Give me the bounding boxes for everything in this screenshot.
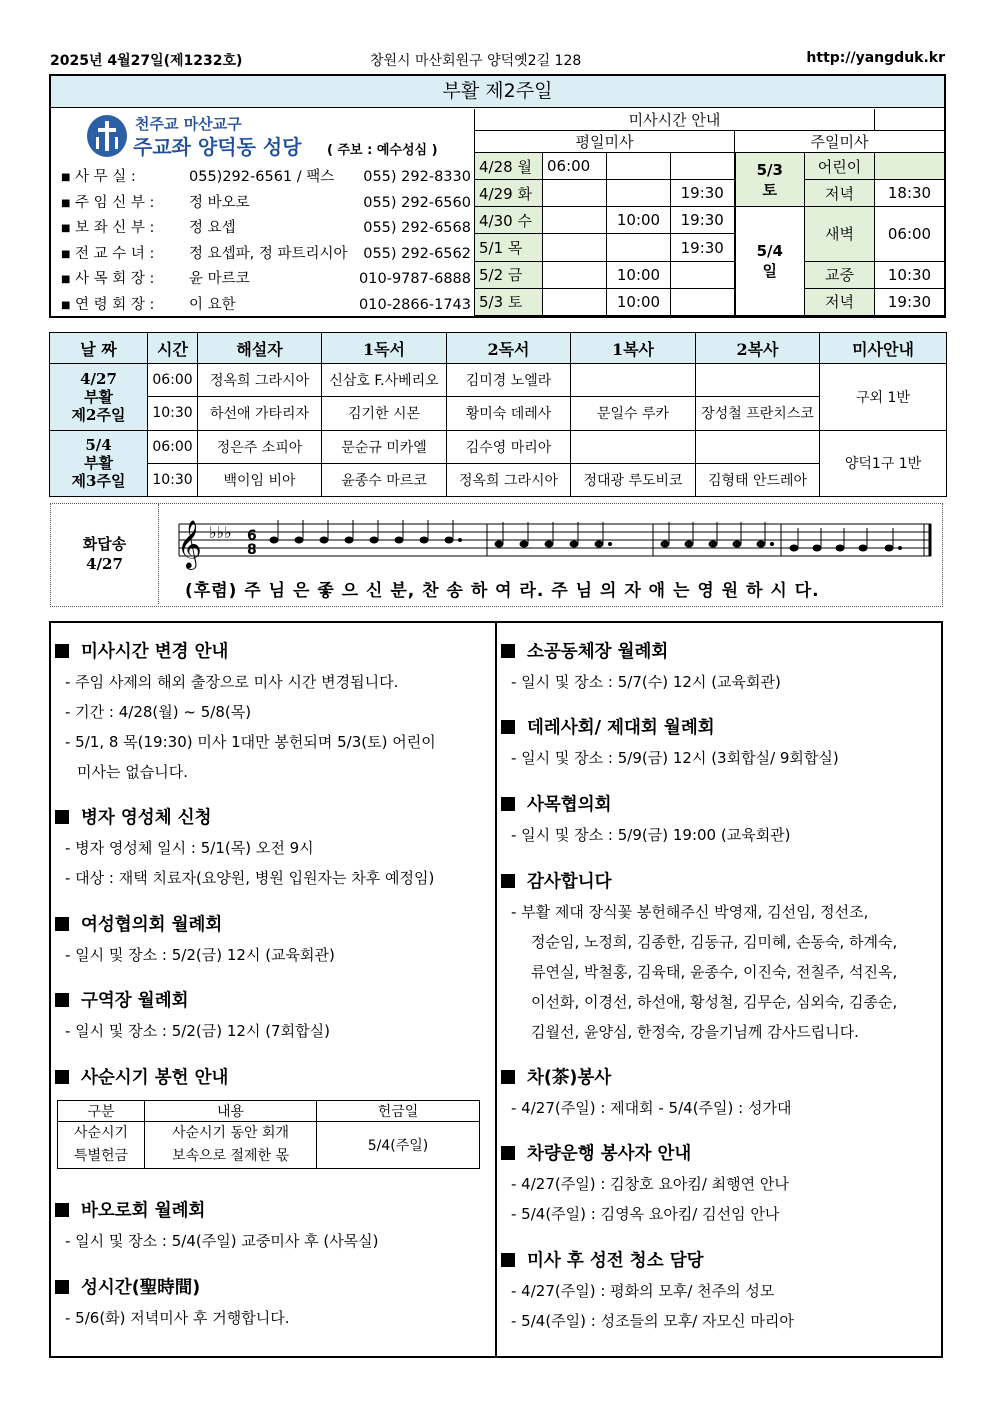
notice-section: 차(茶)봉사 - 4/27(주일) : 제대회 - 5/4(주일) : 성가대 [497, 1063, 943, 1123]
notice-section: 바오로회 월례회 - 일시 및 장소 : 5/4(주일) 교중미사 후 (사목실) [51, 1196, 495, 1256]
svg-text:♭♭♭: ♭♭♭ [209, 523, 232, 542]
notice-section: 병자 영성체 신청 - 병자 영성체 일시 : 5/1(목) 오전 9시 - 대상 : 재택 치료자(요양원, 병원 입원자는 차후 예정임) [51, 803, 495, 893]
notice-section: 구역장 월례회 - 일시 및 장소 : 5/2(금) 12시 (7회합실) [51, 986, 495, 1046]
header-box [49, 74, 946, 318]
table-row: 4/27 부활 제2주일 06:00 정옥희 그라시아 신삼호 F.사베리오 김미경 노엘라 구외 1반 [50, 364, 947, 397]
psalm-lyrics: (후렴) 주 님 은 좋 으 신 분, 찬 송 하 여 라. 주 님 의 자 애 는 영 원 하 시 다. [185, 581, 820, 601]
church-name: 주교좌 양덕동 성당 [133, 135, 302, 159]
church-address: 창원시 마산회원구 양덕옛2길 128 [370, 53, 582, 69]
weekday-date: 4/28 월 [475, 153, 543, 180]
notice-section: 미사 후 성전 청소 담당 - 4/27(주일) : 평화의 모후/ 천주의 성모 - 5/4(주일) : 성조들의 모후/ 자모신 마리아 [497, 1246, 943, 1336]
notice-board [49, 621, 943, 1358]
notice-section: 차량운행 봉사자 안내 - 4/27(주일) : 김창호 요아킴/ 최행연 안나 - 5/4(주일) : 김영옥 요아킴/ 김선임 안나 [497, 1139, 943, 1229]
staff-row: ■ 사 목 회 장 : 윤 마르코 010-9787-6888 [61, 271, 471, 287]
table-row: 10:30 하선애 가타리자 김기한 시몬 황미숙 데레사 문일수 루카 장성철 프란치스코 [50, 397, 947, 430]
responsorial-psalm [50, 503, 943, 607]
table-row: 10:30 백이임 비아 윤종수 마르코 정옥희 그라시아 정대광 루도비코 김형태 안드레아 [50, 463, 947, 496]
issue-date: 2025년 4월27일(제1232호) [50, 53, 243, 69]
notice-section: 데레사회/ 제대회 월례회 - 일시 및 장소 : 5/9(금) 12시 (3회합실/ 9회합실) [497, 713, 943, 773]
staff-row: ■ 사 무 실 : 055)292-6561 / 팩스 055) 292-8330 [61, 169, 471, 185]
mass-times-table: 미사시간 안내 평일미사 주일미사 4/28 월 06:00 5/3 토 어린이 4/29 화 19:30 저녁 18:30 4/30 수 10:00 19:30 5/4 일 새벽 06:00 5/1 목 19:30 5/2 금 10:00 교중 10:30 5/3 토 10:00 저녁 19:30 [474, 109, 945, 316]
svg-text:𝄞: 𝄞 [177, 519, 202, 568]
notice-section: 소공동체장 월례회 - 일시 및 장소 : 5/7(수) 12시 (교육회관) [497, 637, 943, 697]
church-logo-icon [87, 115, 127, 157]
notice-section: 사목협의회 - 일시 및 장소 : 5/9(금) 19:00 (교육회관) [497, 790, 943, 850]
notice-column-right [497, 623, 943, 1356]
notice-section: 여성협의회 월례회 - 일시 및 장소 : 5/2(금) 12시 (교육회관) [51, 910, 495, 970]
svg-text:8: 8 [247, 542, 257, 558]
staff-row: ■ 전 교 수 녀 : 정 요셉파, 정 파트리시아 055) 292-6562 [61, 245, 471, 262]
notice-section: 감사합니다 - 부활 제대 장식꽃 봉헌해주신 박영재, 김선임, 정선조, 정순임, 노정희, 김종한, 김동규, 김미혜, 손동숙, 하계숙, 류연실, 박철홍, 김육태, 윤종수, 이진숙, 전칠주, 석진옥, 이선화, 이경선, 하선애, 황성철, 김무순, 심외숙, 김종순, 김월선, 윤양심, 한정숙, 강을기님께 감사드립니다. [497, 867, 943, 1047]
staff-row: ■ 연 령 회 장 : 이 요한 010-2866-1743 [61, 296, 471, 313]
sunday-label: 5/4 일 [735, 207, 805, 316]
mass-times-title: 미사시간 안내 [475, 109, 875, 131]
saturday-label: 5/3 토 [735, 153, 805, 207]
weekday-mass-title: 평일미사 [475, 131, 735, 153]
notice-section: 미사시간 변경 안내 - 주임 사제의 해외 출장으로 미사 시간 변경됩니다. - 기간 : 4/28(월) ~ 5/8(목) - 5/1, 8 목(19:30) 미사 1대만 봉헌되며 5/3(토) 어린이 미사는 없습니다. [51, 637, 495, 787]
top-line [50, 50, 945, 72]
church-patron: ( 주보 : 예수성심 ) [327, 143, 438, 158]
liturgy-schedule-table: 날 짜 시간 해설자 1독서 2독서 1복사 2복사 미사안내 4/27 부활 제2주일 06:00 정옥희 그라시아 신삼호 F.사베리오 김미경 노엘라 구외 1반 10:30 하선애 가타리자 김기한 시몬 황미숙 데레사 문일수 루카 장성철 프란치스코 5/4 부활 제3주일 06:00 정은주 소피아 문순규 미카엘 김수영 마리아 양덕1구 1반 10:30 백이임 비아 윤종수 마르코 정옥희 그라시아 정대광 루도비코 김형태 안드레아 [49, 332, 946, 497]
staff-row: ■ 보 좌 신 부 : 정 요셉 055) 292-6568 [61, 220, 471, 236]
offering-table: 구분 내용 헌금일 사순시기 특별헌금 사순시기 동안 회개 보속으로 절제한 몫 5/4(주일) [57, 1100, 480, 1169]
svg-text:6: 6 [247, 528, 257, 544]
notice-section: 사순시기 봉헌 안내 [51, 1063, 495, 1093]
sunday-mass-title: 주일미사 [735, 131, 945, 153]
page-title: 부활 제2주일 [51, 76, 944, 108]
music-staff [169, 510, 934, 572]
diocese-name: 천주교 마산교구 [135, 115, 242, 133]
notice-section: 성시간(聖時間) - 5/6(화) 저녁미사 후 거행합니다. [51, 1273, 495, 1333]
notice-column-left [51, 623, 497, 1356]
staff-list [61, 165, 471, 318]
staff-row: ■ 주 임 신 부 : 정 바오로 055) 292-6560 [61, 194, 471, 211]
website-link[interactable]: http://yangduk.kr [806, 50, 945, 66]
church-info [51, 109, 474, 316]
table-row: 5/4 부활 제3주일 06:00 정은주 소피아 문순규 미카엘 김수영 마리아 양덕1구 1반 [50, 430, 947, 463]
psalm-label: 화답송 4/27 [51, 504, 159, 604]
